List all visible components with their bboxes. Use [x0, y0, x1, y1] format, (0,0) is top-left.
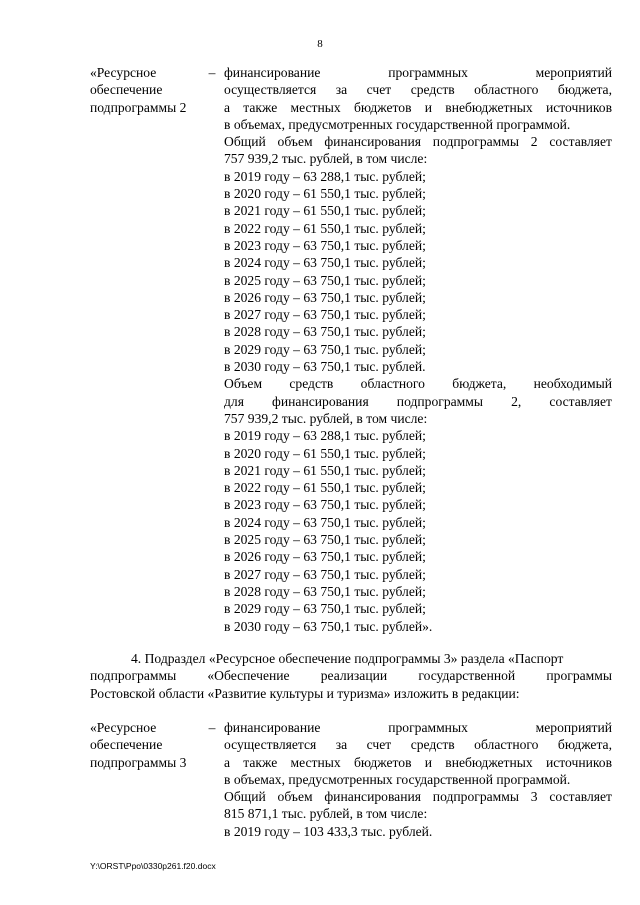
paragraph-4 — [90, 650, 612, 702]
regional-line: 757 939,2 тыс. рублей, в том числе: — [224, 410, 428, 426]
paragraph-line: 4. Подраздел «Ресурсное обеспечение подпрограммы 3» раздела «Паспорт — [131, 651, 564, 666]
resource-label — [90, 64, 210, 116]
year-line: в 2020 году – 61 550,1 тыс. рублей; — [224, 186, 426, 202]
year-line: в 2026 году – 63 750,1 тыс. рублей; — [224, 549, 426, 565]
year-line: в 2024 году – 63 750,1 тыс. рублей; — [224, 514, 426, 530]
year-line: в 2029 году – 63 750,1 тыс. рублей; — [224, 601, 426, 617]
label-dash: – — [208, 65, 216, 80]
year-line: в 2028 году – 63 750,1 тыс. рублей; — [224, 324, 426, 340]
intro-line: а также местных бюджетов и внебюджетных источников — [224, 99, 612, 115]
label-line: обеспечение — [90, 82, 163, 98]
year-list-total — [224, 168, 612, 376]
year-line: в 2022 году – 61 550,1 тыс. рублей; — [224, 480, 426, 496]
intro-line: осуществляется за счет средств областного бюджета, — [224, 737, 612, 753]
intro-line: осуществляется за счет средств областного бюджета, — [224, 82, 612, 98]
year-list-total — [224, 823, 612, 840]
year-line: в 2025 году – 63 750,1 тыс. рублей; — [224, 532, 426, 548]
intro-line: финансирование программных мероприятий — [224, 720, 612, 735]
year-line: в 2026 году – 63 750,1 тыс. рублей; — [224, 289, 426, 305]
year-line: в 2027 году – 63 750,1 тыс. рублей; — [224, 566, 426, 582]
resource-body — [224, 64, 612, 635]
intro-line: в объемах, предусмотренных государственной программой. — [224, 771, 571, 787]
label-line: подпрограммы 3 — [90, 754, 187, 770]
paragraph-line: Ростовской области «Развитие культуры и туризма» изложить в редакции: — [90, 685, 520, 701]
year-line: в 2024 году – 63 750,1 тыс. рублей; — [224, 255, 426, 271]
label-line: обеспечение — [90, 737, 163, 753]
resource-block-subprogram-2 — [90, 64, 612, 635]
intro-line: финансирование программных мероприятий — [224, 65, 612, 80]
intro-line: в объемах, предусмотренных государственной программой. — [224, 116, 571, 132]
total-line: Общий объем финансирования подпрограммы 2 составляет — [224, 134, 612, 150]
year-line: в 2023 году – 63 750,1 тыс. рублей; — [224, 237, 426, 253]
year-line: в 2019 году – 103 433,3 тыс. рублей. — [224, 823, 433, 839]
total-line: Общий объем финансирования подпрограммы 3 составляет — [224, 789, 612, 805]
label-line: «Ресурсное — [90, 65, 157, 80]
label-line: подпрограммы 2 — [90, 99, 187, 115]
total-line: 757 939,2 тыс. рублей, в том числе: — [224, 151, 428, 167]
regional-line: для финансирования подпрограммы 2, составляет — [224, 393, 612, 409]
regional-line: Объем средств областного бюджета, необходимый — [224, 376, 612, 392]
year-line: в 2021 году – 61 550,1 тыс. рублей; — [224, 462, 426, 478]
intro-line: а также местных бюджетов и внебюджетных источников — [224, 754, 612, 770]
year-line: в 2025 году – 63 750,1 тыс. рублей; — [224, 272, 426, 288]
year-line: в 2019 году – 63 288,1 тыс. рублей; — [224, 168, 426, 184]
page-number: 8 — [317, 38, 323, 50]
paragraph-line: подпрограммы «Обеспечение реализации государственной программы — [90, 668, 612, 684]
year-line: в 2028 году – 63 750,1 тыс. рублей; — [224, 583, 426, 599]
resource-body — [224, 719, 612, 840]
file-path-footer: Y:\ORST\Ppo\0330p261.f20.docx — [90, 861, 216, 871]
year-line: в 2020 году – 61 550,1 тыс. рублей; — [224, 445, 426, 461]
label-dash: – — [208, 720, 216, 735]
year-list-regional — [224, 427, 612, 635]
year-line: в 2022 году – 61 550,1 тыс. рублей; — [224, 220, 426, 236]
year-line: в 2029 году – 63 750,1 тыс. рублей; — [224, 341, 426, 357]
label-line: «Ресурсное — [90, 720, 157, 735]
resource-row — [90, 719, 612, 840]
year-line: в 2027 году – 63 750,1 тыс. рублей; — [224, 307, 426, 323]
total-line: 815 871,1 тыс. рублей, в том числе: — [224, 806, 428, 822]
year-line: в 2030 году – 63 750,1 тыс. рублей. — [224, 359, 426, 375]
year-line: в 2023 году – 63 750,1 тыс. рублей; — [224, 497, 426, 513]
year-line: в 2021 году – 61 550,1 тыс. рублей; — [224, 203, 426, 219]
year-line: в 2019 году – 63 288,1 тыс. рублей; — [224, 428, 426, 444]
resource-label — [90, 719, 210, 771]
year-line: в 2030 году – 63 750,1 тыс. рублей». — [224, 618, 433, 634]
resource-row — [90, 64, 612, 635]
resource-block-subprogram-3 — [90, 719, 612, 840]
